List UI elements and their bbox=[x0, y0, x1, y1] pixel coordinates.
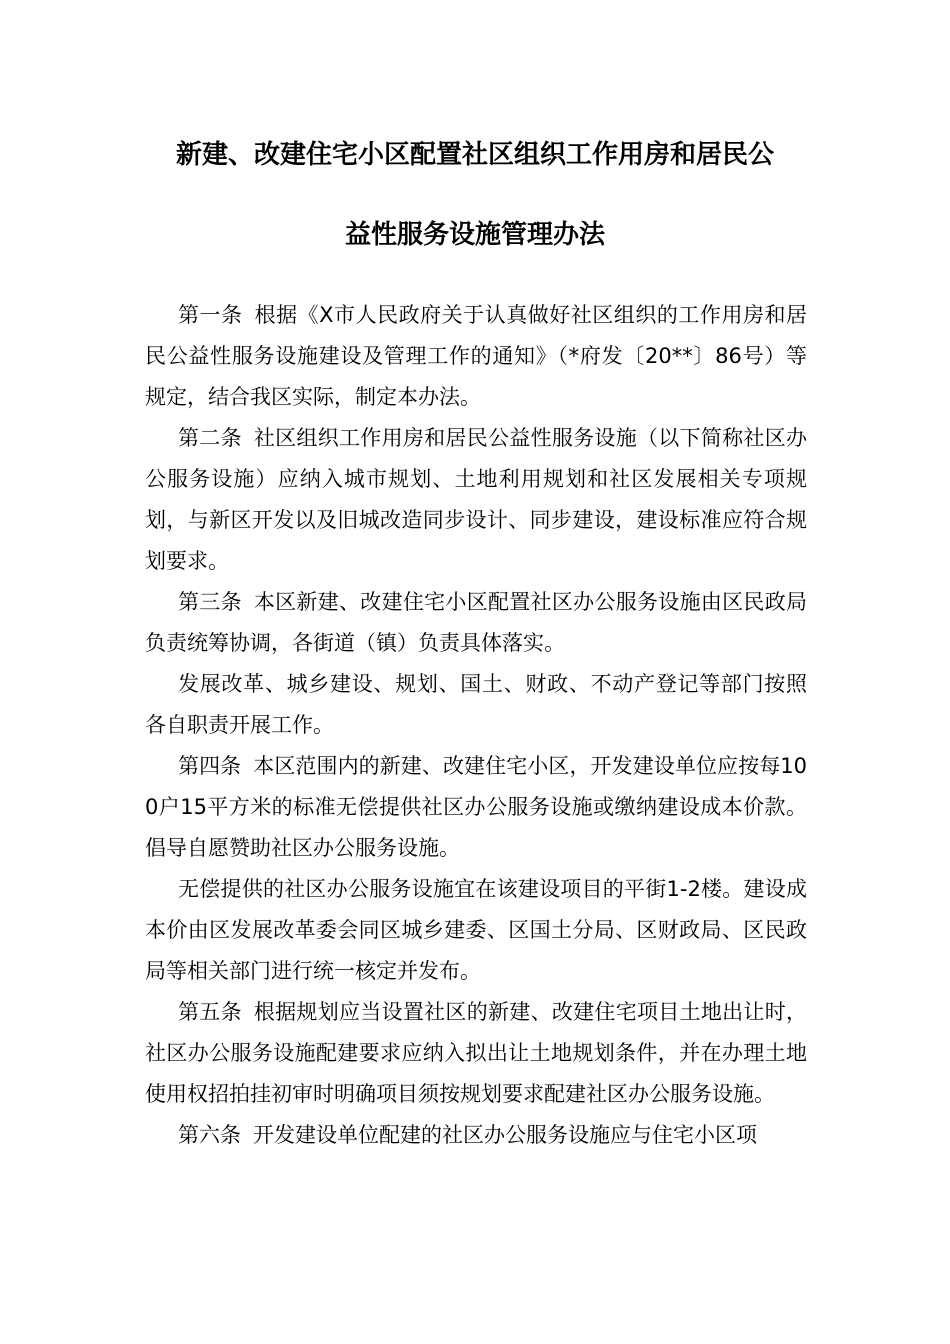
paragraph-text: 本区新建、改建住宅小区配置社区办公服务设施由区民政局负责统筹协调，各街道（镇）负责具体落实。 bbox=[145, 590, 807, 655]
paragraph-article-4 bbox=[145, 746, 807, 869]
paragraph-text: 社区组织工作用房和居民公益性服务设施（以下简称社区办公服务设施）应纳入城市规划、土地利用规划和社区发展相关专项规划，与新区开发以及旧城改造同步设计、同步建设，建设标准应符合规划要求。 bbox=[145, 426, 807, 573]
paragraph-text: 发展改革、城乡建设、规划、国土、财政、不动产登记等部门按照各自职责开展工作。 bbox=[145, 672, 807, 737]
article-number: 第二条 bbox=[178, 426, 242, 450]
article-number: 第六条 bbox=[178, 1123, 241, 1147]
article-number: 第三条 bbox=[178, 590, 242, 614]
article-number: 第五条 bbox=[178, 1000, 242, 1024]
paragraph-article-6 bbox=[145, 1115, 807, 1156]
article-number: 第四条 bbox=[178, 754, 242, 778]
paragraph-article-4-cont bbox=[145, 869, 807, 992]
document-title-line-1: 新建、改建住宅小区配置社区组织工作用房和居民公 bbox=[175, 140, 774, 170]
paragraph-article-1 bbox=[145, 295, 807, 418]
paragraph-article-5 bbox=[145, 992, 807, 1115]
document-body bbox=[145, 295, 807, 1156]
paragraph-article-3-cont bbox=[145, 664, 807, 746]
article-number: 第一条 bbox=[178, 303, 243, 327]
paragraph-text: 根据《X市人民政府关于认真做好社区组织的工作用房和居民公益性服务设施建设及管理工作的通知》（*府发〔20**〕86号）等规定，结合我区实际，制定本办法。 bbox=[145, 303, 808, 409]
paragraph-article-3 bbox=[145, 582, 807, 664]
paragraph-text: 开发建设单位配建的社区办公服务设施应与住宅小区项 bbox=[253, 1123, 757, 1147]
paragraph-text: 本区范围内的新建、改建住宅小区，开发建设单位应按每100户15平方米的标准无偿提供社区办公服务设施或缴纳建设成本价款。倡导自愿赞助社区办公服务设施。 bbox=[145, 754, 807, 860]
paragraph-text: 无偿提供的社区办公服务设施宜在该建设项目的平街1-2楼。建设成本价由区发展改革委会同区城乡建委、区国土分局、区财政局、区民政局等相关部门进行统一核定并发布。 bbox=[145, 877, 807, 983]
paragraph-article-2 bbox=[145, 418, 807, 582]
document-title-line-2: 益性服务设施管理办法 bbox=[344, 220, 605, 250]
paragraph-text: 根据规划应当设置社区的新建、改建住宅项目土地出让时，社区办公服务设施配建要求应纳入拟出让土地规划条件，并在办理土地使用权招拍挂初审时明确项目须按规划要求配建社区办公服务设施。 bbox=[145, 1000, 807, 1106]
